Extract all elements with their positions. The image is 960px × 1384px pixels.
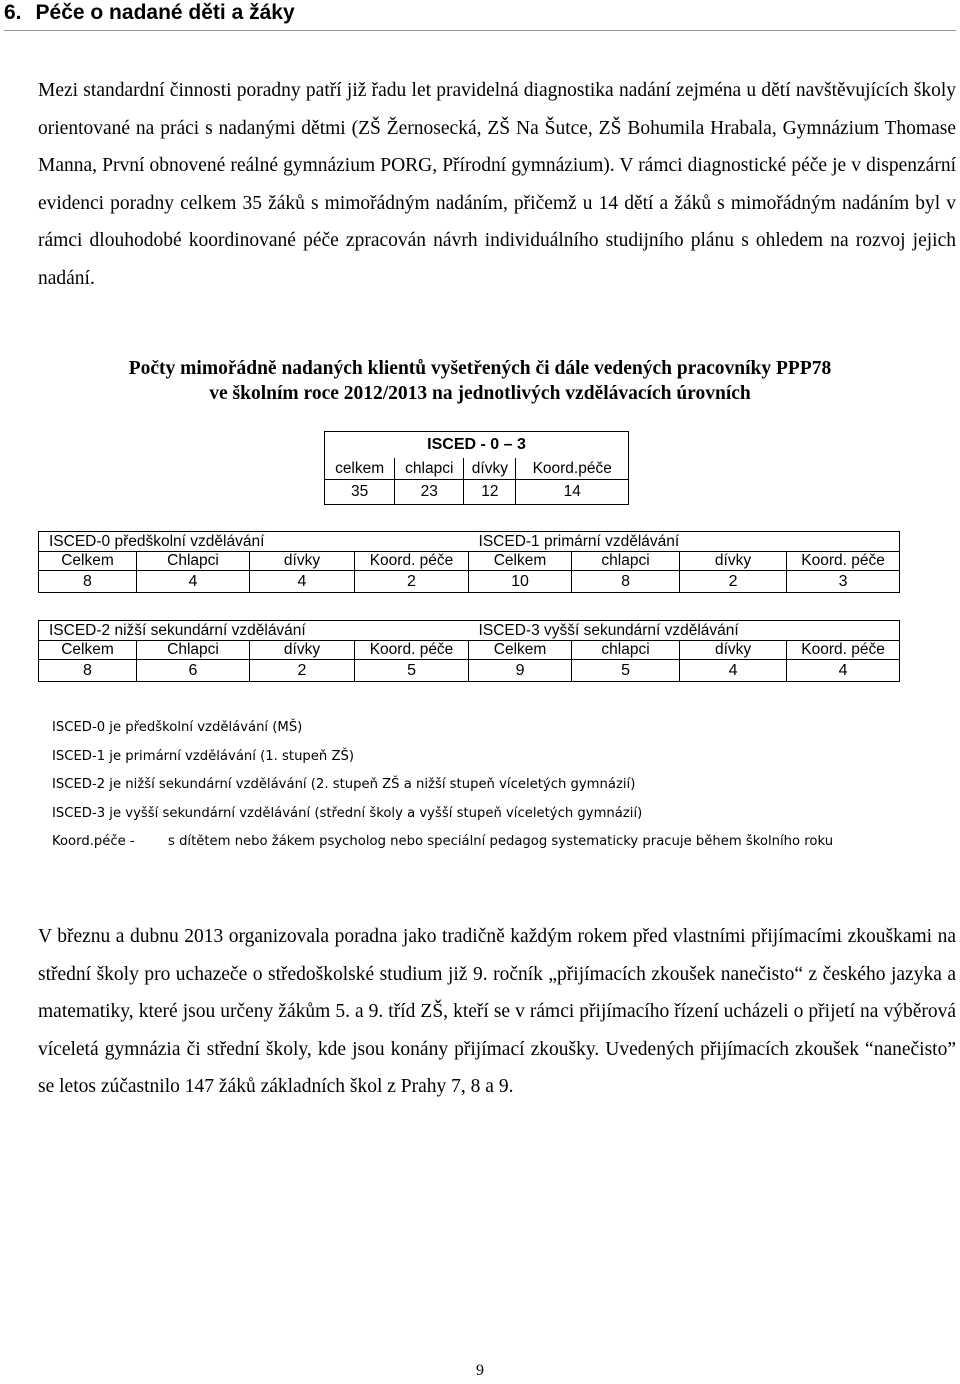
column-header: Koord. péče xyxy=(355,552,469,571)
summary-value-cell: 14 xyxy=(516,480,629,505)
value-cell: 4 xyxy=(250,571,355,593)
column-header: dívky xyxy=(250,641,355,660)
note-koord-definition: s dítětem nebo žákem psycholog nebo speciální pedagog systematicky pracuje během školního roku xyxy=(168,834,834,849)
column-header: Celkem xyxy=(39,641,137,660)
summary-value-cell: 35 xyxy=(325,480,395,505)
column-header: Koord. péče xyxy=(787,552,900,571)
section-title: Péče o nadané děti a žáky xyxy=(35,1,295,24)
column-header: Celkem xyxy=(39,552,137,571)
page-number: 9 xyxy=(476,1362,484,1379)
column-header: dívky xyxy=(680,552,787,571)
note-koord-term: Koord.péče - xyxy=(52,834,135,849)
column-header: Koord. péče xyxy=(355,641,469,660)
summary-header-cell: celkem xyxy=(325,458,395,480)
column-header: chlapci xyxy=(572,641,680,660)
isced-0-title: ISCED-0 předškolní vzdělávání xyxy=(39,532,469,552)
note-item: ISCED-0 je předškolní vzdělávání (MŠ) xyxy=(52,720,303,735)
summary-value-cell: 12 xyxy=(464,480,516,505)
value-cell: 2 xyxy=(250,660,355,682)
summary-value-cell: 23 xyxy=(395,480,464,505)
intro-paragraph: Mezi standardní činnosti poradny patří již řadu let pravidelná diagnostika nadání zejména u dětí navštěvujících školy orientované na práci s nadanými dětmi (ZŠ Žernosecká, ZŠ Na Šutce, ZŠ Bohumila Hrabala, Gymnázium Thomase Manna, První obnovené reálné gymnázium PORG, Přírodní gymnázium). V rámci diagnostické péče je v dispenzární evidenci poradny celkem 35 žáků s mimořádným nadáním, přičemž u 14 dětí a žáků s mimořádným nadáním byl v rámci dlouhodobé koordinované péče zpracován návrh individuálního studijního plánu s ohledem na rozvoj jejich nadání. xyxy=(38,80,956,289)
value-cell: 5 xyxy=(355,660,469,682)
isced-3-title: ISCED-3 vyšší sekundární vzdělávání xyxy=(469,621,900,641)
value-cell: 8 xyxy=(39,660,137,682)
section-number: 6. xyxy=(4,1,22,24)
caption-line-1: Počty mimořádně nadaných klientů vyšetřených či dále vedených pracovníky PPP78 xyxy=(128,358,832,379)
column-header: chlapci xyxy=(572,552,680,571)
note-item: ISCED-1 je primární vzdělávání (1. stupeň ZŠ) xyxy=(52,748,355,764)
value-cell: 8 xyxy=(39,571,137,593)
column-header: dívky xyxy=(250,552,355,571)
value-cell: 9 xyxy=(469,660,572,682)
value-cell: 4 xyxy=(137,571,250,593)
column-header: Celkem xyxy=(469,641,572,660)
value-cell: 4 xyxy=(787,660,900,682)
summary-header-cell: Koord.péče xyxy=(516,458,629,480)
column-header: Celkem xyxy=(469,552,572,571)
table-caption xyxy=(0,356,960,406)
column-header: Chlapci xyxy=(137,641,250,660)
isced-1-title: ISCED-1 primární vzdělávání xyxy=(469,532,900,552)
column-header: Koord. péče xyxy=(787,641,900,660)
column-header: Chlapci xyxy=(137,552,250,571)
value-cell: 6 xyxy=(137,660,250,682)
value-cell: 8 xyxy=(572,571,680,593)
value-cell: 10 xyxy=(469,571,572,593)
summary-table-title: ISCED - 0 – 3 xyxy=(325,432,629,459)
section-heading xyxy=(4,0,956,31)
value-cell: 2 xyxy=(680,571,787,593)
note-koord xyxy=(52,828,952,857)
isced-notes xyxy=(52,714,952,857)
summary-header-cell: dívky xyxy=(464,458,516,480)
value-cell: 3 xyxy=(787,571,900,593)
summary-header-cell: chlapci xyxy=(395,458,464,480)
value-cell: 4 xyxy=(680,660,787,682)
isced-2-title: ISCED-2 nižší sekundární vzdělávání xyxy=(39,621,469,641)
caption-line-2: ve školním roce 2012/2013 na jednotlivých vzdělávacích úrovních xyxy=(209,383,751,404)
note-item: ISCED-3 je vyšší sekundární vzdělávání (střední školy a vyšší stupeň víceletých gymnázií) xyxy=(52,805,643,821)
note-item: ISCED-2 je nižší sekundární vzdělávání (2. stupeň ZŠ a nižší stupeň víceletých gymnázií) xyxy=(52,777,636,792)
column-header: dívky xyxy=(680,641,787,660)
value-cell: 2 xyxy=(355,571,469,593)
second-paragraph: V březnu a dubnu 2013 organizovala poradna jako tradičně každým rokem před vlastními přijímacími zkouškami na střední školy pro uchazeče o středoškolské studium již 9. ročník „přijímacích zkoušek nanečisto“ z českého jazyka a matematiky, které jsou určeny žákům 5. a 9. tříd ZŠ, kteří se v rámci přijímacího řízení ucházeli o přijetí na výběrová víceletá gymnázia či střední školy, kde jsou konány přijímací zkoušky. Uvedených přijímacích zkoušek “nanečisto” se letos zúčastnilo 147 žáků základních škol z Prahy 7, 8 a 9. xyxy=(38,926,956,1097)
isced-0-1-table xyxy=(38,531,900,593)
value-cell: 5 xyxy=(572,660,680,682)
summary-table xyxy=(324,431,629,505)
isced-2-3-table xyxy=(38,620,900,682)
